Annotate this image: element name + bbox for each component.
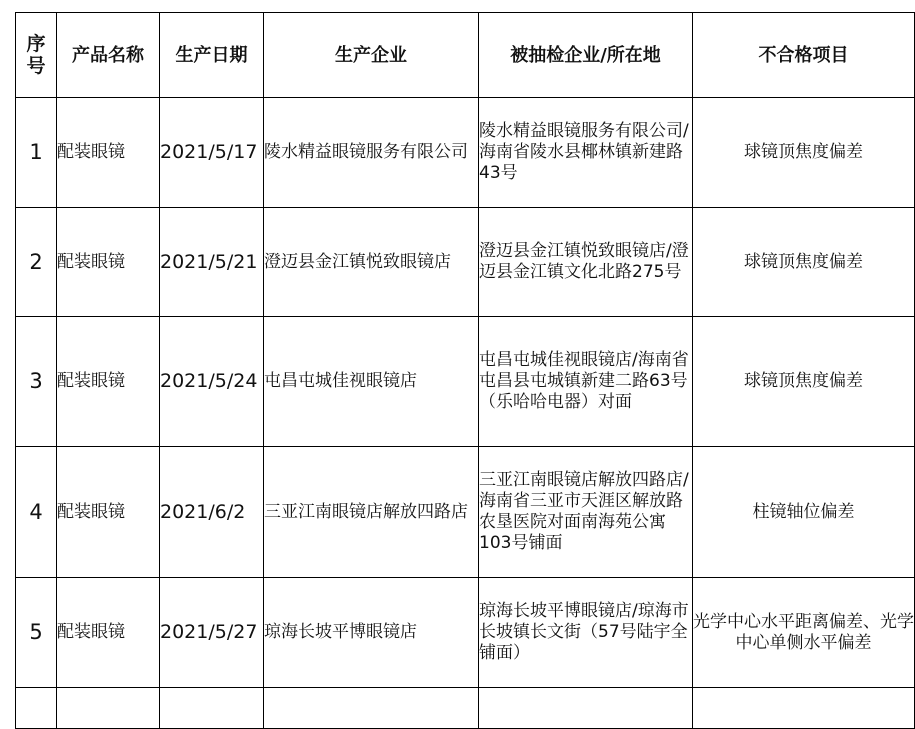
cell-inspected: 琼海长坡平博眼镜店/琼海市长坡镇长文街（57号陆宇全铺面） [479,578,693,688]
cell-seq: 1 [16,98,57,208]
cell-seq: 5 [16,578,57,688]
cell-maker: 屯昌屯城佳视眼镜店 [264,317,479,447]
header-maker: 生产企业 [264,13,479,98]
table-row [16,98,915,208]
table-row [16,317,915,447]
cell-inspected: 三亚江南眼镜店解放四路店/海南省三亚市天涯区解放路农垦医院对面南海苑公寓103号铺面 [479,447,693,578]
header-seq: 序号 [16,13,57,98]
table-row [16,208,915,317]
cell-seq: 3 [16,317,57,447]
header-row [16,13,915,98]
cell-maker: 澄迈县金江镇悦致眼镜店 [264,208,479,317]
header-inspected: 被抽检企业/所在地 [479,13,693,98]
cell-issue: 球镜顶焦度偏差 [693,98,915,208]
cell-issue: 球镜顶焦度偏差 [693,317,915,447]
table-row [16,447,915,578]
cell-issue: 光学中心水平距离偏差、光学中心单侧水平偏差 [693,578,915,688]
cell-seq: 4 [16,447,57,578]
cell-seq: 2 [16,208,57,317]
cell-maker: 琼海长坡平博眼镜店 [264,578,479,688]
header-product: 产品名称 [57,13,160,98]
cell-product: 配装眼镜 [57,98,160,208]
cell-date: 2021/5/24 [160,317,264,447]
cell-product: 配装眼镜 [57,208,160,317]
table-row [16,578,915,688]
cell-inspected: 屯昌屯城佳视眼镜店/海南省屯昌县屯城镇新建二路63号（乐哈哈电器）对面 [479,317,693,447]
cell-maker: 三亚江南眼镜店解放四路店 [264,447,479,578]
cell-product: 配装眼镜 [57,447,160,578]
cell-product: 配装眼镜 [57,578,160,688]
cell-date: 2021/6/2 [160,447,264,578]
cell-date: 2021/5/17 [160,98,264,208]
cell-product: 配装眼镜 [57,317,160,447]
cell-inspected: 澄迈县金江镇悦致眼镜店/澄迈县金江镇文化北路275号 [479,208,693,317]
cell-issue: 柱镜轴位偏差 [693,447,915,578]
header-issue: 不合格项目 [693,13,915,98]
cell-issue: 球镜顶焦度偏差 [693,208,915,317]
inspection-table [15,12,915,729]
cell-maker: 陵水精益眼镜服务有限公司 [264,98,479,208]
cell-date: 2021/5/21 [160,208,264,317]
header-date: 生产日期 [160,13,264,98]
cell-inspected: 陵水精益眼镜服务有限公司/海南省陵水县椰林镇新建路43号 [479,98,693,208]
cell-date: 2021/5/27 [160,578,264,688]
